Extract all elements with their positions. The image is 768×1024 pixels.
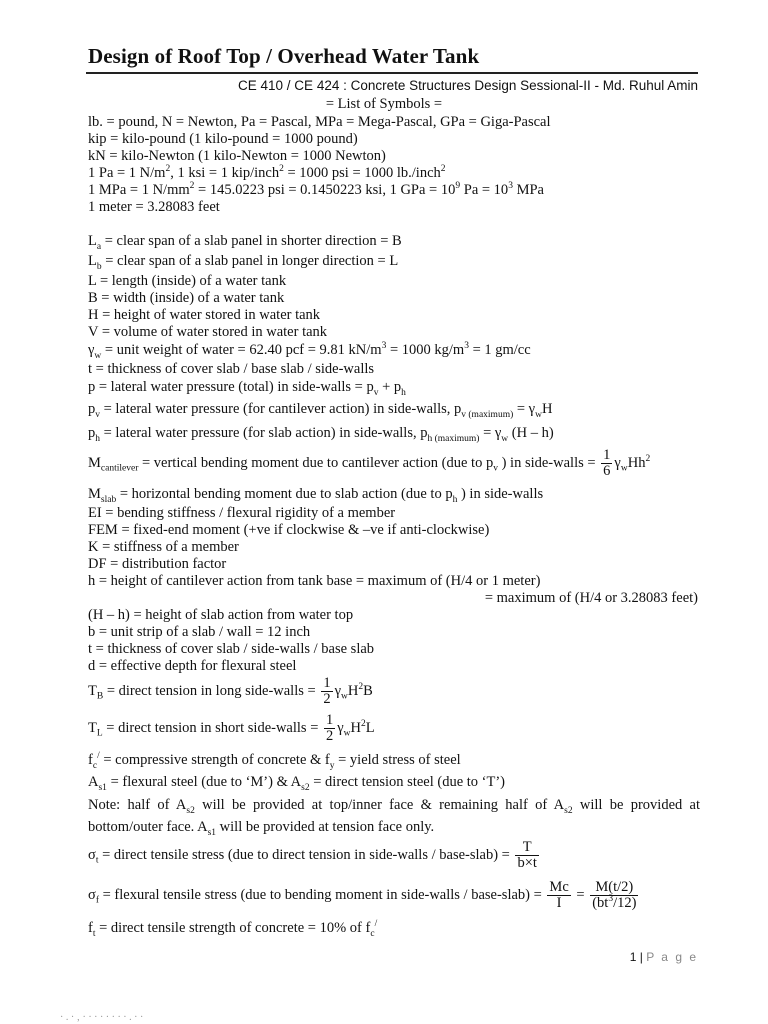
symbol-B: B = width (inside) of a water tank [88,290,285,306]
symbol-V: V = volume of water stored in water tank [88,324,328,340]
units-line-2: kip = kilo-pound (1 kilo-pound = 1000 pound) [88,131,358,147]
symbol-fy-text: = yield stress of steel [338,752,461,768]
page-number: 1 [629,950,637,964]
symbol-t: t = thickness of cover slab / base slab / side-walls [88,361,375,377]
symbol-EI: EI = bending stiffness / flexural rigidity of a member [88,505,396,521]
gamma-w-end: = 1 gm/cc [468,342,531,358]
symbol-As1-text: = flexural steel (due to ‘M’) & [110,774,288,790]
symbol-t-2: t = thickness of cover slab / side-walls / base slab [88,641,375,657]
note-part-2: will be provided at top/inner face & remaining half of A [194,797,565,813]
symbol-pv: $p_v$ = lateral water pressure (for cantilever action) in side-walls, $p_{v (maximum)} = \gamma_wH$ [88,401,553,420]
gamma-w-text: = unit weight of water = 62.40 pcf = 9.81 kN/m [104,342,382,358]
symbol-TB: $T_B$ = direct tension in long side-walls = $\frac{1}{2}$ $\gamma_wH^2B$ [88,675,373,707]
note-part-4: will be provided at tension face only. [216,819,435,835]
symbol-la-text: = clear span of a slab panel in shorter direction = B [104,233,402,249]
note-paragraph: Note: half of $A_{s2}$ will be provided at top/inner face & remaining half of $A_{s2}$ will be provided at bottom/outer face. $A_{s1}$ will be provided at tension face only. [88,797,701,838]
symbol-TL: $T_L$ = direct tension in short side-walls = $\frac{1}{2}$ $\gamma_wH^2L$ [88,712,375,744]
symbol-DF: DF = distribution factor [88,556,227,572]
units-line-1: lb. = pound, N = Newton, Pa = Pascal, MPa = Mega-Pascal, GPa = Giga-Pascal [88,114,551,130]
fraction-one-half-l: $\frac{1}{2}$ [326,712,334,744]
symbol-la: $L_a$ = clear span of a slab panel in shorter direction = B [88,233,402,252]
symbol-As2-text: = direct tension steel (due to ‘T’) [313,774,506,790]
units-line-4: 1 Pa = 1 $N/m^2$, 1 ksi = 1 kip/inch$^2$ = 1000 psi = 1000 lb./inch$^2$ [88,164,446,181]
symbol-h-alt: = maximum of (H/4 or 3.28083 feet) [484,590,698,606]
symbol-fc-fy: $f_c^/$ = compressive strength of concrete & $f_y$ = yield stress of steel [88,751,461,771]
note-part-3: will be provided at bottom/outer face. A [88,797,701,835]
symbol-ft-text: = direct tensile strength of concrete = 10% of [99,920,362,936]
symbol-H-minus-h: (H – h) = height of slab action from water top [88,607,354,623]
symbol-FEM: FEM = fixed-end moment (+ve if clockwise & –ve if anti-clockwise) [88,522,490,538]
symbol-TL-text: = direct tension in short side-walls = [106,719,319,736]
symbols-heading: = List of Symbols = [325,96,443,112]
symbol-p-text: p = lateral water pressure (total) in side-walls = p [88,379,374,395]
title-underline [86,72,698,74]
symbol-H: H = height of water stored in water tank [88,307,321,323]
symbol-fc-text: = compressive strength of concrete & [103,752,322,768]
fraction-mt-over-bt3: $\frac{M(t/2)}{(bt^3/12)}$ [592,879,637,911]
fraction-t-over-bt: $\frac{T}{b\times t}$ [517,839,537,871]
symbol-m-cant-text: = vertical bending moment due to cantilever action (due to p [141,454,494,471]
symbol-d: d = effective depth for flexural steel [88,658,297,674]
symbol-ph: $p_h$ = lateral water pressure (for slab action) in side-walls, $p_{h (maximum)} = \gamma_w$ (H – h) [88,425,554,444]
units-line-6: 1 meter = 3.28083 feet [88,199,220,215]
page-title: Design of Roof Top / Overhead Water Tank [88,44,480,68]
course-header: CE 410 / CE 424 : Concrete Structures Design Sessional-II - Md. Ruhul Amin [238,78,698,93]
symbol-sigma-t-text: = direct tensile stress (due to direct tension in side-walls / base-slab) = [102,846,510,863]
page-word: P a g e [646,950,698,964]
symbol-L: L = length (inside) of a water tank [88,273,287,289]
symbol-sigma-f: $\sigma_f$ = flexural tensile stress (due to bending moment in side-walls / base-slab) = $\frac{Mc}{I}$ = $\frac{M(t/2)}{(bt^3/12)}$ [88,879,637,911]
symbol-lb-text: = clear span of a slab panel in longer direction = L [105,253,399,269]
gamma-w-tail: = 1000 kg/m [386,342,465,358]
symbol-TB-text: = direct tension in long side-walls = [106,682,316,699]
symbol-pv-text: = lateral water pressure (for cantilever action) in side-walls, p [103,401,462,417]
symbol-h: h = height of cantilever action from tank base = maximum of (H/4 or 1 meter) [88,573,541,589]
units-line-5: 1 MPa = 1 $N/mm^2 = 145.0223$ psi = 0.1450223 ksi, 1 GPa = $10^9$ $Pa = 10^3$ MPa [88,181,544,198]
fraction-one-sixth: $\frac{1}{6}$ [603,447,611,479]
symbol-As: $A_{s1}$ = flexural steel (due to ‘M’) & $A_{s2}$ = direct tension steel (due to ‘T’) [88,774,506,793]
symbol-p: p = lateral water pressure (total) in side-walls = $p_v + p_h$ [88,379,406,398]
symbol-m-slab: $M_{slab}$ = horizontal bending moment due to slab action (due to $p_h$ ) in side-walls [88,486,544,505]
symbol-K: K = stiffness of a member [88,539,239,555]
symbol-gamma-w: $\gamma_w$ = unit weight of water = 62.40 pcf = 9.81 $kN/m^3 = 1000$ $kg/m^3 = 1$ gm/cc [88,341,531,361]
scan-noise: · . · ‚ · · · · · · · · . · · [60,1012,144,1023]
symbol-ft: $f_t$ = direct tensile strength of concrete = 10% of $f_c^/$ [88,919,378,939]
page-footer: 1 | P a g e [629,950,698,964]
symbol-lb: $L_b$ = clear span of a slab panel in longer direction = L [88,253,399,272]
symbol-sigma-f-text: = flexural tensile stress (due to bending moment in side-walls / base-slab) = [102,886,542,903]
units-line-3: kN = kilo-Newton (1 kilo-Newton = 1000 Newton) [88,148,386,164]
symbol-ph-text: = lateral water pressure (for slab action) in side-walls, p [103,425,428,441]
symbol-m-cantilever: $M_{cantilever}$ = vertical bending moment due to cantilever action (due to $p_v$ ) in side-walls = $\frac{1}{6}$ $\gamma_wHh^2$ [88,447,651,479]
symbol-m-slab-text: = horizontal bending moment due to slab action (due to p [119,486,453,502]
symbol-sigma-t: $\sigma_t$ = direct tensile stress (due to direct tension in side-walls / base-slab) = $\frac{T}{b\times t}$ [88,839,537,871]
fraction-mc-over-i: $\frac{Mc}{I}$ [549,879,569,911]
note-part-1: Note: half of A [88,797,187,813]
fraction-one-half-b: $\frac{1}{2}$ [323,675,331,707]
symbol-b: b = unit strip of a slab / wall = 12 inch [88,624,311,640]
